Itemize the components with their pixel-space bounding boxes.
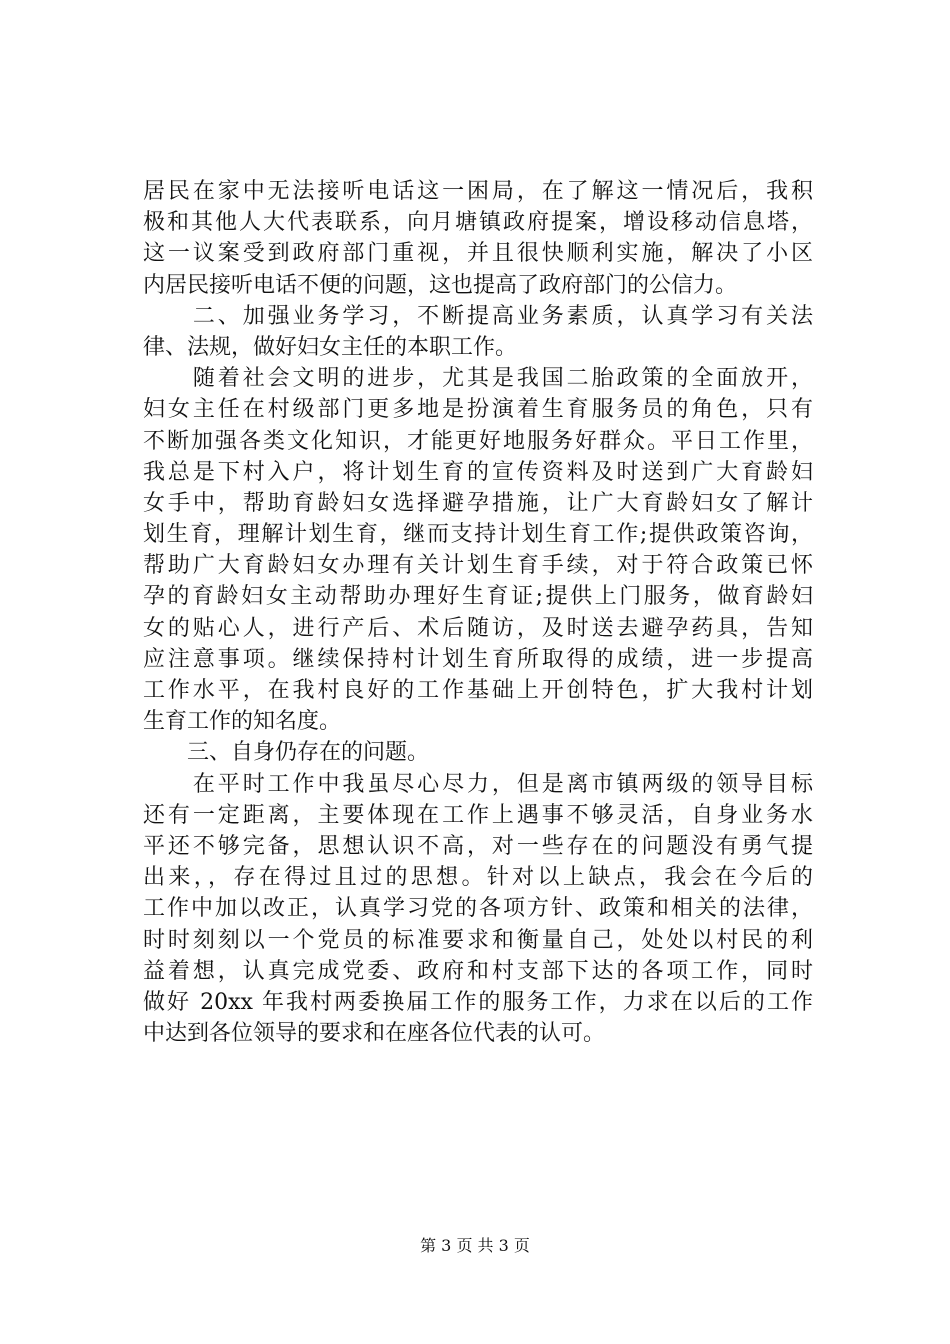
text-line: 律、法规，做好妇女主任的本职工作。 xyxy=(143,334,518,360)
text-line: 妇女主任在村级部门更多地是扮演着生育服务员的角色，只有 xyxy=(143,397,813,423)
text-line: 不断加强各类文化知识，才能更好地服务好群众。平日工作里， xyxy=(143,428,813,454)
section-heading-2: 二、加强业务学习，不断提高业务素质，认真学习有关法 xyxy=(143,303,813,329)
page-number-footer: 第 3 页 共 3 页 xyxy=(420,1236,530,1255)
text-line: 时时刻刻以一个党员的标准要求和衡量自己，处处以村民的利 xyxy=(143,927,813,953)
text-line: 在平时工作中我虽尽心尽力，但是离市镇两级的领导目标 xyxy=(143,771,813,797)
text-line: 女的贴心人，进行产后、术后随访，及时送去避孕药具，告知 xyxy=(143,615,813,641)
text-line: 我总是下村入户，将计划生育的宣传资料及时送到广大育龄妇 xyxy=(143,459,813,485)
text-line: 女手中，帮助育龄妇女选择避孕措施，让广大育龄妇女了解计 xyxy=(143,490,813,516)
text-line: 工作水平，在我村良好的工作基础上开创特色，扩大我村计划 xyxy=(143,678,813,703)
document-body xyxy=(143,176,813,1049)
text-line: 做好 20xx 年我村两委换届工作的服务工作，力求在以后的工作 xyxy=(143,989,813,1015)
text-line: 帮助广大育龄妇女办理有关计划生育手续，对于符合政策已怀 xyxy=(143,553,813,579)
text-line: 孕的育龄妇女主动帮助办理好生育证;提供上门服务，做育龄妇 xyxy=(143,584,813,610)
text-line: 益着想，认真完成党委、政府和村支部下达的各项工作，同时 xyxy=(143,958,813,984)
section-heading-3: 三、自身仍存在的问题。 xyxy=(143,740,430,766)
text-line: 生育工作的知名度。 xyxy=(143,709,342,735)
text-line: 划生育，理解计划生育，继而支持计划生育工作;提供政策咨询， xyxy=(143,522,813,548)
text-line: 极和其他人大代表联系，向月塘镇政府提案，增设移动信息塔， xyxy=(143,210,813,236)
text-line: 还有一定距离，主要体现在工作上遇事不够灵活，自身业务水 xyxy=(143,802,813,828)
text-line: 平还不够完备，思想认识不高，对一些存在的问题没有勇气提 xyxy=(143,833,813,859)
text-line: 内居民接听电话不便的问题，这也提高了政府部门的公信力。 xyxy=(143,272,738,298)
text-line: 中达到各位领导的要求和在座各位代表的认可。 xyxy=(143,1021,606,1047)
text-line: 随着社会文明的进步，尤其是我国二胎政策的全面放开， xyxy=(143,366,813,392)
text-line: 居民在家中无法接听电话这一困局，在了解这一情况后，我积 xyxy=(143,179,813,204)
text-line: 这一议案受到政府部门重视，并且很快顺利实施，解决了小区 xyxy=(143,241,813,267)
text-line: 出来，，存在得过且过的思想。针对以上缺点，我会在今后的 xyxy=(143,865,813,891)
text-line: 应注意事项。继续保持村计划生育所取得的成绩，进一步提高 xyxy=(143,646,813,672)
text-line: 工作中加以改正，认真学习党的各项方针、政策和相关的法律， xyxy=(143,896,813,922)
